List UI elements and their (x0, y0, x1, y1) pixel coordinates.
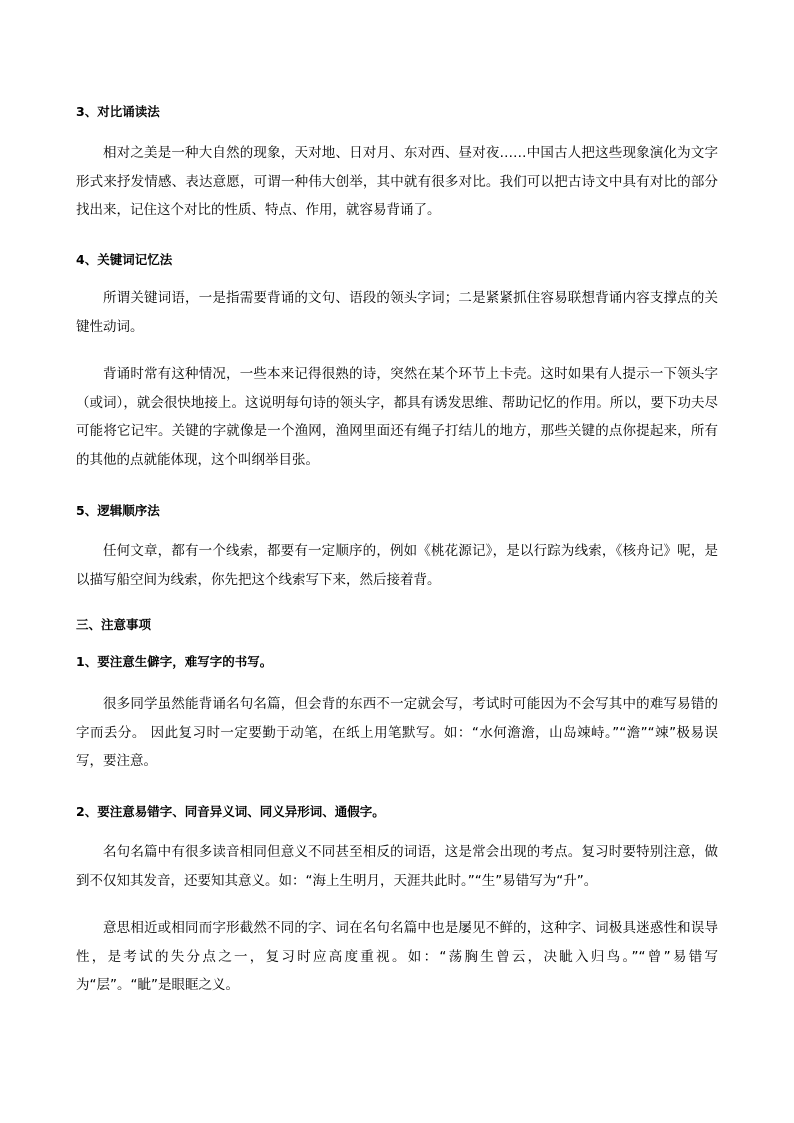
section-5-paragraph: 任何文章，都有一个线索，都要有一定顺序的，例如《桃花源记》，是以行踪为线索，《核舟记》呢，是以描写船空间为线索，你先把这个线索写下来，然后接着背。 (76, 543, 718, 588)
note-1-heading: 1、要注意生僻字，难写字的书写。 (76, 654, 273, 669)
note-1-paragraph: 很多同学虽然能背诵名句名篇，但会背的东西不一定就会写，考试时可能因为不会写其中的难写易错的字而丢分。 因此复习时一定要勤于动笔，在纸上用笔默写。如：“水何澹澹，山岛竦峙。”“澹”“竦”极易误写，要注意。 (76, 696, 718, 769)
section-4-paragraph-1: 所谓关键词语，一是指需要背诵的文句、语段的领头字词；二是紧紧抓住容易联想背诵内容支撑点的关键性动词。 (76, 290, 718, 335)
section-3-paragraph: 相对之美是一种大自然的现象，天对地、日对月、东对西、昼对夜……中国古人把这些现象演化为文字形式来抒发情感、表达意愿，可谓一种伟大创举，其中就有很多对比。我们可以把古诗文中具有对比的部分找出来，记住这个对比的性质、特点、作用，就容易背诵了。 (76, 145, 718, 218)
section-5-heading: 5、逻辑顺序法 (76, 503, 160, 518)
note-2-heading: 2、要注意易错字、同音异义词、同义异形词、通假字。 (76, 804, 385, 819)
section-4-heading: 4、关键词记忆法 (76, 252, 173, 267)
note-2-paragraph-2: 意思相近或相同而字形截然不同的字、词在名句名篇中也是屡见不鲜的，这种字、词极具迷惑性和误导性，是考试的失分点之一，复习时应高度重视。如：“荡胸生曾云，决眦入归鸟。”“曾”易错写为“层”。“眦”是眼眶之义。 (76, 920, 718, 993)
section-4-paragraph-2: 背诵时常有这种情况，一些本来记得很熟的诗，突然在某个环节上卡壳。这时如果有人提示一下领头字（或词），就会很快地接上。这说明每句诗的领头字，都具有诱发思维、帮助记忆的作用。所以，要下功夫尽可能将它记牢。关键的字就像是一个渔网，渔网里面还有绳子打结儿的地方，那些关键的点你提起来，所有的其他的点就能体现，这个叫纲举目张。 (76, 366, 718, 468)
note-2-paragraph-1: 名句名篇中有很多读音相同但意义不同甚至相反的词语，这是常会出现的考点。复习时要特别注意，做到不仅知其发音，还要知其意义。如：“海上生明月，天涯共此时。”“生”易错写为“升”。 (76, 844, 718, 889)
part-3-heading: 三、注意事项 (76, 617, 152, 632)
section-3-heading: 3、对比诵读法 (76, 104, 160, 119)
